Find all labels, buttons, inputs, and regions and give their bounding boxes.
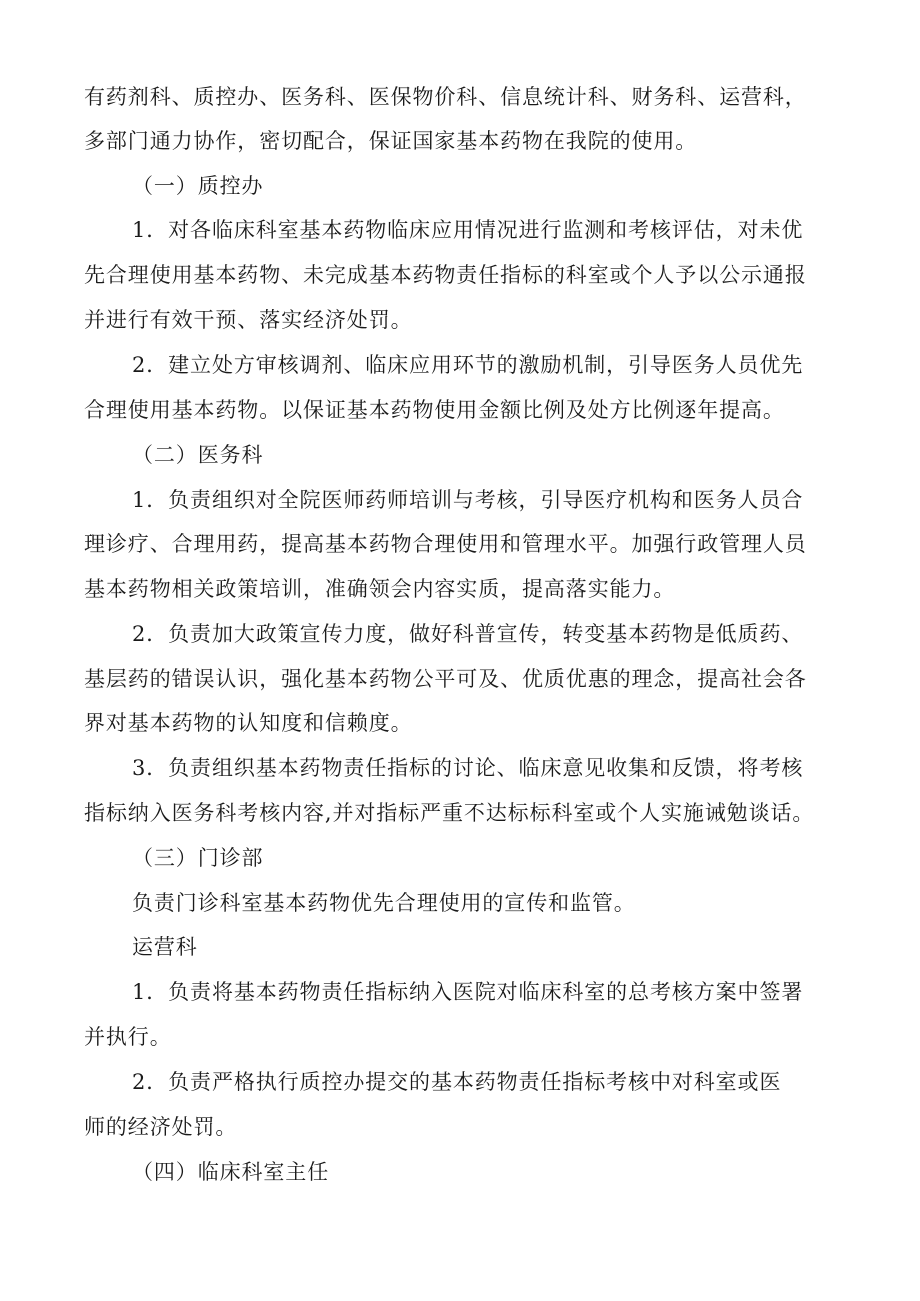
paragraph-line: 3．负责组织基本药物责任指标的讨论、临床意见收集和反馈，将考核 — [132, 756, 804, 780]
paragraph-line: 并执行。 — [84, 1025, 172, 1049]
paragraph-line: 负责门诊科室基本药物优先合理使用的宣传和监管。 — [132, 891, 636, 915]
paragraph-line: 1．负责将基本药物责任指标纳入医院对临床科室的总考核方案中签署 — [132, 980, 804, 1004]
paragraph-line: 基层药的错误认识，强化基本药物公平可及、优质优惠的理念，提高社会各 — [84, 667, 807, 691]
section-heading-outpatient: （三）门诊部 — [132, 846, 264, 870]
paragraph-line: 合理使用基本药物。以保证基本药物使用金额比例及处方比例逐年提高。 — [84, 398, 785, 422]
section-heading-clinical-directors: （四）临床科室主任 — [132, 1160, 330, 1184]
paragraph-line: 先合理使用基本药物、未完成基本药物责任指标的科室或个人予以公示通报 — [84, 263, 807, 287]
paragraph-line: 2．负责严格执行质控办提交的基本药物责任指标考核中对科室或医 — [132, 1070, 782, 1094]
section-heading-quality-control: （一）质控办 — [132, 174, 264, 198]
paragraph-line: 并进行有效干预、落实经济处罚。 — [84, 308, 413, 332]
paragraph-line: 有药剂科、质控办、医务科、医保物价科、信息统计科、财务科、运营科， — [84, 85, 807, 109]
paragraph-line: 指标纳入医务科考核内容,并对指标严重不达标标科室或个人实施诫勉谈话。 — [84, 801, 815, 825]
paragraph-line: 师的经济处罚。 — [84, 1115, 238, 1139]
paragraph-line: 2．建立处方审核调剂、临床应用环节的激励机制，引导医务人员优先 — [132, 353, 804, 377]
paragraph-line: 1．负责组织对全院医师药师培训与考核，引导医疗机构和医务人员合 — [132, 488, 804, 512]
paragraph-line: 多部门通力协作，密切配合，保证国家基本药物在我院的使用。 — [84, 129, 698, 153]
section-heading-medical-affairs: （二）医务科 — [132, 443, 264, 467]
paragraph-line: 1．对各临床科室基本药物临床应用情况进行监测和考核评估，对未优 — [132, 218, 804, 242]
paragraph-line: 基本药物相关政策培训，准确领会内容实质，提高落实能力。 — [84, 577, 676, 601]
paragraph-line: 界对基本药物的认知度和信赖度。 — [84, 711, 413, 735]
paragraph-line: 2．负责加大政策宣传力度，做好科普宣传，转变基本药物是低质药、 — [132, 622, 804, 646]
section-heading-operations: 运营科 — [132, 935, 198, 959]
paragraph-line: 理诊疗、合理用药，提高基本药物合理使用和管理水平。加强行政管理人员 — [84, 532, 807, 556]
